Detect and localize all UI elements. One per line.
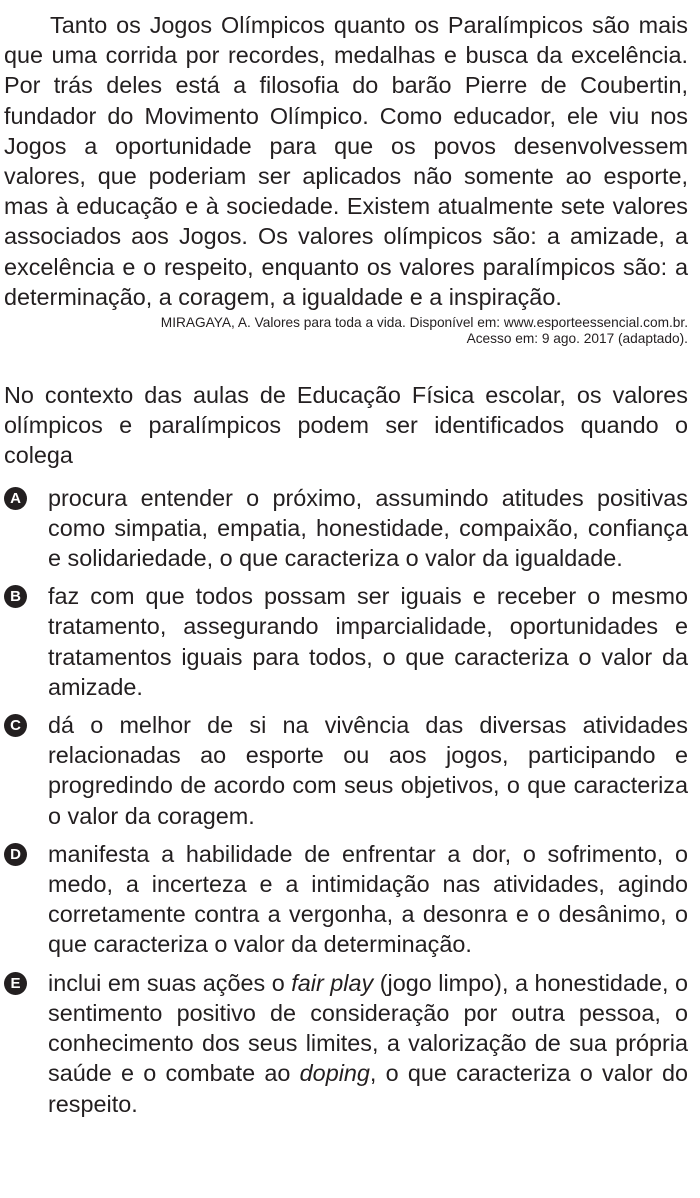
option-b[interactable] bbox=[4, 581, 688, 702]
option-d-text: manifesta a habilidade de enfrentar a dor, o sofrimento, o medo, a incerteza e a intimidação nas atividades, agindo corretamente contra a vergonha, a desonra e o desânimo, o que caracteriza o valor da determinação. bbox=[48, 840, 688, 958]
option-e[interactable] bbox=[4, 968, 688, 1119]
option-c[interactable] bbox=[4, 710, 688, 831]
citation bbox=[4, 315, 688, 347]
option-e-doping: doping bbox=[299, 1060, 370, 1087]
option-c-text: dá o melhor de si na vivência das diversas atividades relacionadas ao esporte ou aos jogos, participando e progredindo de acordo com seus objetivos, o que caracteriza o valor da coragem. bbox=[48, 712, 688, 829]
option-a-badge: A bbox=[4, 487, 27, 510]
question-prompt: No contexto das aulas de Educação Física escolar, os valores olímpicos e paralímpicos podem ser identificados quando o colega bbox=[4, 382, 688, 469]
option-d-badge: D bbox=[4, 843, 27, 866]
option-c-badge: C bbox=[4, 714, 27, 737]
option-e-segment-5: , o que caracteriza o valor do respeito. bbox=[48, 1060, 688, 1117]
option-b-badge: B bbox=[4, 585, 27, 608]
option-d[interactable] bbox=[4, 839, 688, 960]
option-e-badge: E bbox=[4, 972, 27, 995]
answer-options bbox=[4, 483, 688, 1119]
option-e-segment-3: (jogo limpo), a honestidade, o sentimento positivo de consideração por outra pessoa, o conhecimento dos seus limites, a valorização de sua própria saúde e o combate ao bbox=[48, 969, 689, 1087]
citation-line-1: MIRAGAYA, A. Valores para toda a vida. Disponível em: www.esporteessencial.com.br. bbox=[160, 315, 688, 331]
option-a[interactable] bbox=[4, 483, 688, 574]
option-e-fair-play: fair play bbox=[291, 969, 374, 996]
option-e-segment-1: inclui em suas ações o bbox=[48, 969, 292, 996]
option-e-text bbox=[48, 968, 688, 1119]
passage-text: Tanto os Jogos Olímpicos quanto os Paralímpicos são mais que uma corrida por recordes, medalhas e busca da excelência. Por trás deles está a filosofia do barão Pierre de Coubertin, fundador do Movimento Olímpico. Como educador, ele viu nos Jogos a oportunidade para que os povos desenvolvessem valores, que poderiam ser aplicados não somente ao esporte, mas à educação e à sociedade. Existem atualmente sete valores associados aos Jogos. Os valores olímpicos são: a amizade, a excelência e o respeito, enquanto os valores paralímpicos são: a determinação, a coragem, a igualdade e a inspiração. bbox=[4, 12, 688, 310]
option-a-text: procura entender o próximo, assumindo atitudes positivas como simpatia, empatia, honestidade, compaixão, confiança e solidariedade, o que caracteriza o valor da igualdade. bbox=[48, 484, 688, 572]
option-b-text: faz com que todos possam ser iguais e receber o mesmo tratamento, assegurando imparcialidade, oportunidades e tratamentos iguais para todos, o que caracteriza o valor da amizade. bbox=[48, 583, 688, 700]
citation-line-2: Acesso em: 9 ago. 2017 (adaptado). bbox=[466, 331, 688, 347]
